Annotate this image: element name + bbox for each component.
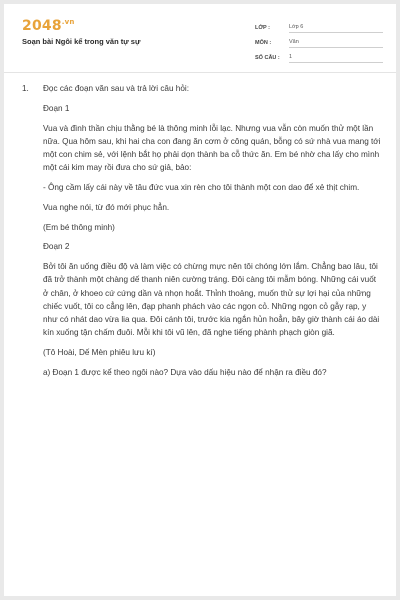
header-divider bbox=[4, 72, 396, 73]
passage-1-ending: Vua nghe nói, từ đó mới phục hẳn. bbox=[43, 202, 170, 212]
passage-1-text: Vua và đình thần chịu thằng bé là thông minh lỗi lạc. Nhưng vua vẫn còn muốn thử một lần nữa. Qua hôm sau, khi hai cha con đang ăn cơm ở công quán, bỗng có sứ nhà vua mang tới một con chim sẻ, với lệnh bắt họ phải dọn thành ba cỗ thức ăn. Em bé nhờ cha lấy cho mình một cái kim may rồi đưa cho sứ giả, bảo: bbox=[43, 123, 381, 173]
passage-1-dialogue: - Ông cầm lấy cái này về tâu đức vua xin rèn cho tôi thành một con dao để xẻ thịt chim. bbox=[43, 183, 360, 192]
logo-text: 2048 bbox=[22, 18, 62, 34]
passage-1-title: Đoạn 1 bbox=[43, 103, 70, 113]
question-prompt: Đọc các đoạn văn sau và trả lời câu hỏi: bbox=[43, 84, 189, 93]
meta-info bbox=[255, 18, 383, 63]
meta-row-class bbox=[255, 18, 383, 33]
passage-2-title: Đoạn 2 bbox=[43, 242, 70, 252]
meta-value: Lớp 6 bbox=[289, 24, 383, 33]
passage-2-source: (Tô Hoài, Dế Mèn phiêu lưu kí) bbox=[43, 348, 156, 357]
document-page bbox=[4, 4, 396, 596]
meta-label: LỚP : bbox=[255, 25, 270, 31]
document-header bbox=[4, 4, 396, 68]
passage-2-text: Bởi tôi ăn uống điều độ và làm việc có chừng mực nên tôi chóng lớn lắm. Chẳng bao lâu, tôi đã trở thành một chàng dế thanh niên cường tráng. Đôi càng tôi mẫm bóng. Những cái vuốt ở chân, ở khoeo cứ cứng dần và nhọn hoắt. Thỉnh thoảng, muốn thử sự lợi hại của những chiếc vuốt, tôi co cẳng lên, đạp phanh phách vào các ngọn cỏ. Những ngọn cỏ gẫy rạp, y như có nhát dao vừa lia qua. Đôi cánh tôi, trước kia ngắn hủn hoẳn, bây giờ thành cái áo dài kín xuống tận chấm đuôi. Mỗi khi tôi vũ lên, đã nghe tiếng phành phạch giòn giã. bbox=[43, 262, 380, 338]
meta-value: 1 bbox=[289, 54, 383, 63]
question-number: 1. bbox=[22, 84, 29, 93]
sub-question-a: a) Đoạn 1 được kể theo ngôi nào? Dựa vào dấu hiệu nào để nhận ra điều đó? bbox=[43, 367, 327, 377]
logo-suffix: .vn bbox=[61, 18, 75, 26]
meta-row-count bbox=[255, 48, 383, 63]
question-item bbox=[22, 82, 382, 386]
meta-label: SỐ CÂU : bbox=[255, 55, 280, 61]
question-content bbox=[22, 82, 382, 386]
document-title: Soạn bài Ngôi kể trong văn tự sự bbox=[22, 37, 141, 46]
meta-value: Văn bbox=[289, 39, 383, 48]
meta-label: MÔN : bbox=[255, 40, 272, 46]
site-logo[interactable] bbox=[22, 18, 75, 34]
passage-1-source: (Em bé thông minh) bbox=[43, 222, 115, 232]
meta-row-subject bbox=[255, 33, 383, 48]
question-body bbox=[43, 82, 382, 386]
